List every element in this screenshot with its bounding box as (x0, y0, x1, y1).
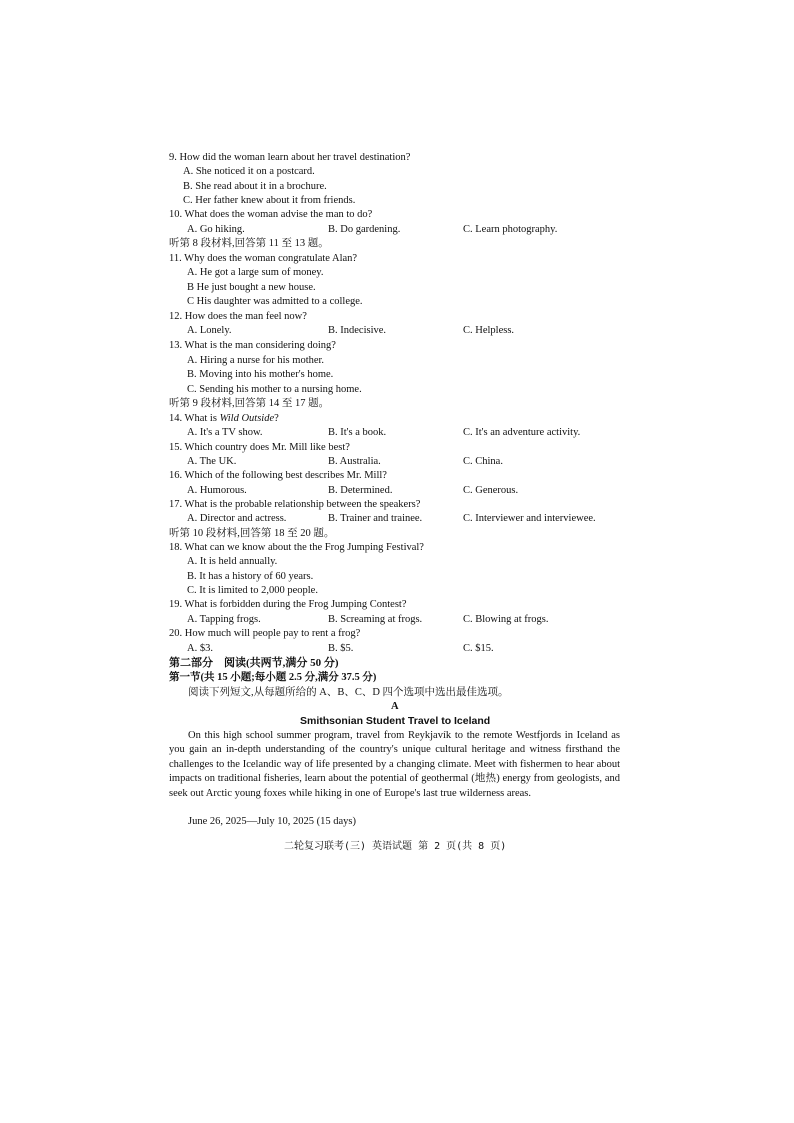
q20-option-b: B. $5. (328, 643, 354, 654)
q18-option-a: A. It is held annually. (187, 556, 278, 567)
trip-dates: June 26, 2025—July 10, 2025 (15 days) (188, 816, 356, 827)
question-17: 17. What is the probable relationship between the speakers? (169, 499, 421, 510)
q18-option-b: B. It has a history of 60 years. (187, 571, 314, 582)
q12-option-c: C. Helpless. (463, 325, 515, 336)
q16-option-a: A. Humorous. (187, 485, 247, 496)
question-14-suffix: ? (274, 413, 279, 424)
question-12: 12. How does the man feel now? (169, 311, 307, 322)
question-19: 19. What is forbidden during the Frog Jumping Contest? (169, 599, 407, 610)
q13-option-b: B. Moving into his mother's home. (187, 369, 334, 380)
part2-heading: 第二部分 阅读(共两节,满分 50 分) (169, 657, 339, 669)
q19-option-a: A. Tapping frogs. (187, 614, 261, 625)
passage-title: Smithsonian Student Travel to Iceland (300, 715, 491, 727)
q16-option-b: B. Determined. (328, 485, 393, 496)
q11-option-c: C His daughter was admitted to a college. (187, 296, 363, 307)
q11-option-b: B He just bought a new house. (187, 282, 316, 293)
q18-option-c: C. It is limited to 2,000 people. (187, 585, 318, 596)
q19-option-c: C. Blowing at frogs. (463, 614, 549, 625)
question-14-title: Wild Outside (219, 413, 275, 424)
q9-option-b: B. She read about it in a brochure. (183, 181, 327, 192)
question-11: 11. Why does the woman congratulate Alan? (169, 253, 358, 264)
question-18: 18. What can we know about the the Frog Jumping Festival? (169, 542, 424, 553)
q13-option-c: C. Sending his mother to a nursing home. (187, 384, 362, 395)
q11-option-a: A. He got a large sum of money. (187, 267, 324, 278)
q17-option-c: C. Interviewer and interviewee. (463, 513, 596, 524)
q15-option-c: C. China. (463, 456, 503, 467)
question-13: 13. What is the man considering doing? (169, 340, 336, 351)
section-instruction-8: 听第 8 段材料,回答第 11 至 13 题。 (169, 238, 329, 249)
part2-instruction: 阅读下列短文,从每题所给的 A、B、C、D 四个选项中选出最佳选项。 (188, 687, 509, 698)
q12-option-a: A. Lonely. (187, 325, 232, 336)
q14-option-c: C. It's an adventure activity. (463, 427, 581, 438)
q10-option-a: A. Go hiking. (187, 224, 245, 235)
q19-option-b: B. Screaming at frogs. (328, 614, 423, 625)
section-instruction-10: 听第 10 段材料,回答第 18 至 20 题。 (169, 528, 335, 539)
question-9: 9. How did the woman learn about her travel destination? (169, 152, 411, 163)
section-instruction-9: 听第 9 段材料,回答第 14 至 17 题。 (169, 398, 330, 409)
q9-option-c: C. Her father knew about it from friends. (183, 195, 356, 206)
q16-option-c: C. Generous. (463, 485, 519, 496)
passage-paragraph: On this high school summer program, travel from Reykjavík to the remote Westfjords in Iceland as you gain an in-depth understanding of the country's unique cultural heritage and witness firsthand the challenges to the Icelandic way of life presented by a changing climate. Meet with fishermen to hear about impacts on traditional fisheries, learn about the potential of geothermal (地热) energy from geologists, and seek out Arctic young foxes while hiking in one of Europe's last true wilderness areas. (169, 730, 620, 799)
part2-section1: 第一节(共 15 小题;每小题 2.5 分,满分 37.5 分) (169, 672, 377, 683)
passage-letter: A (391, 701, 399, 712)
passage-body (169, 729, 620, 801)
question-14 (169, 412, 279, 426)
question-16: 16. Which of the following best describes Mr. Mill? (169, 470, 387, 481)
q20-option-a: A. $3. (187, 643, 213, 654)
q10-option-c: C. Learn photography. (463, 224, 558, 235)
q17-option-a: A. Director and actress. (187, 513, 287, 524)
q20-option-c: C. $15. (463, 643, 494, 654)
q13-option-a: A. Hiring a nurse for his mother. (187, 355, 325, 366)
question-15: 15. Which country does Mr. Mill like best? (169, 442, 350, 453)
question-14-prefix: 14. What is (169, 413, 220, 424)
q15-option-b: B. Australia. (328, 456, 381, 467)
q15-option-a: A. The UK. (187, 456, 237, 467)
q10-option-b: B. Do gardening. (328, 224, 401, 235)
q14-option-a: A. It's a TV show. (187, 427, 263, 438)
q14-option-b: B. It's a book. (328, 427, 387, 438)
question-20: 20. How much will people pay to rent a frog? (169, 628, 361, 639)
q17-option-b: B. Trainer and trainee. (328, 513, 423, 524)
q12-option-b: B. Indecisive. (328, 325, 387, 336)
q9-option-a: A. She noticed it on a postcard. (183, 166, 315, 177)
page-footer: 二轮复习联考(三) 英语试题 第 2 页(共 8 页) (284, 841, 507, 852)
question-10: 10. What does the woman advise the man to do? (169, 209, 373, 220)
